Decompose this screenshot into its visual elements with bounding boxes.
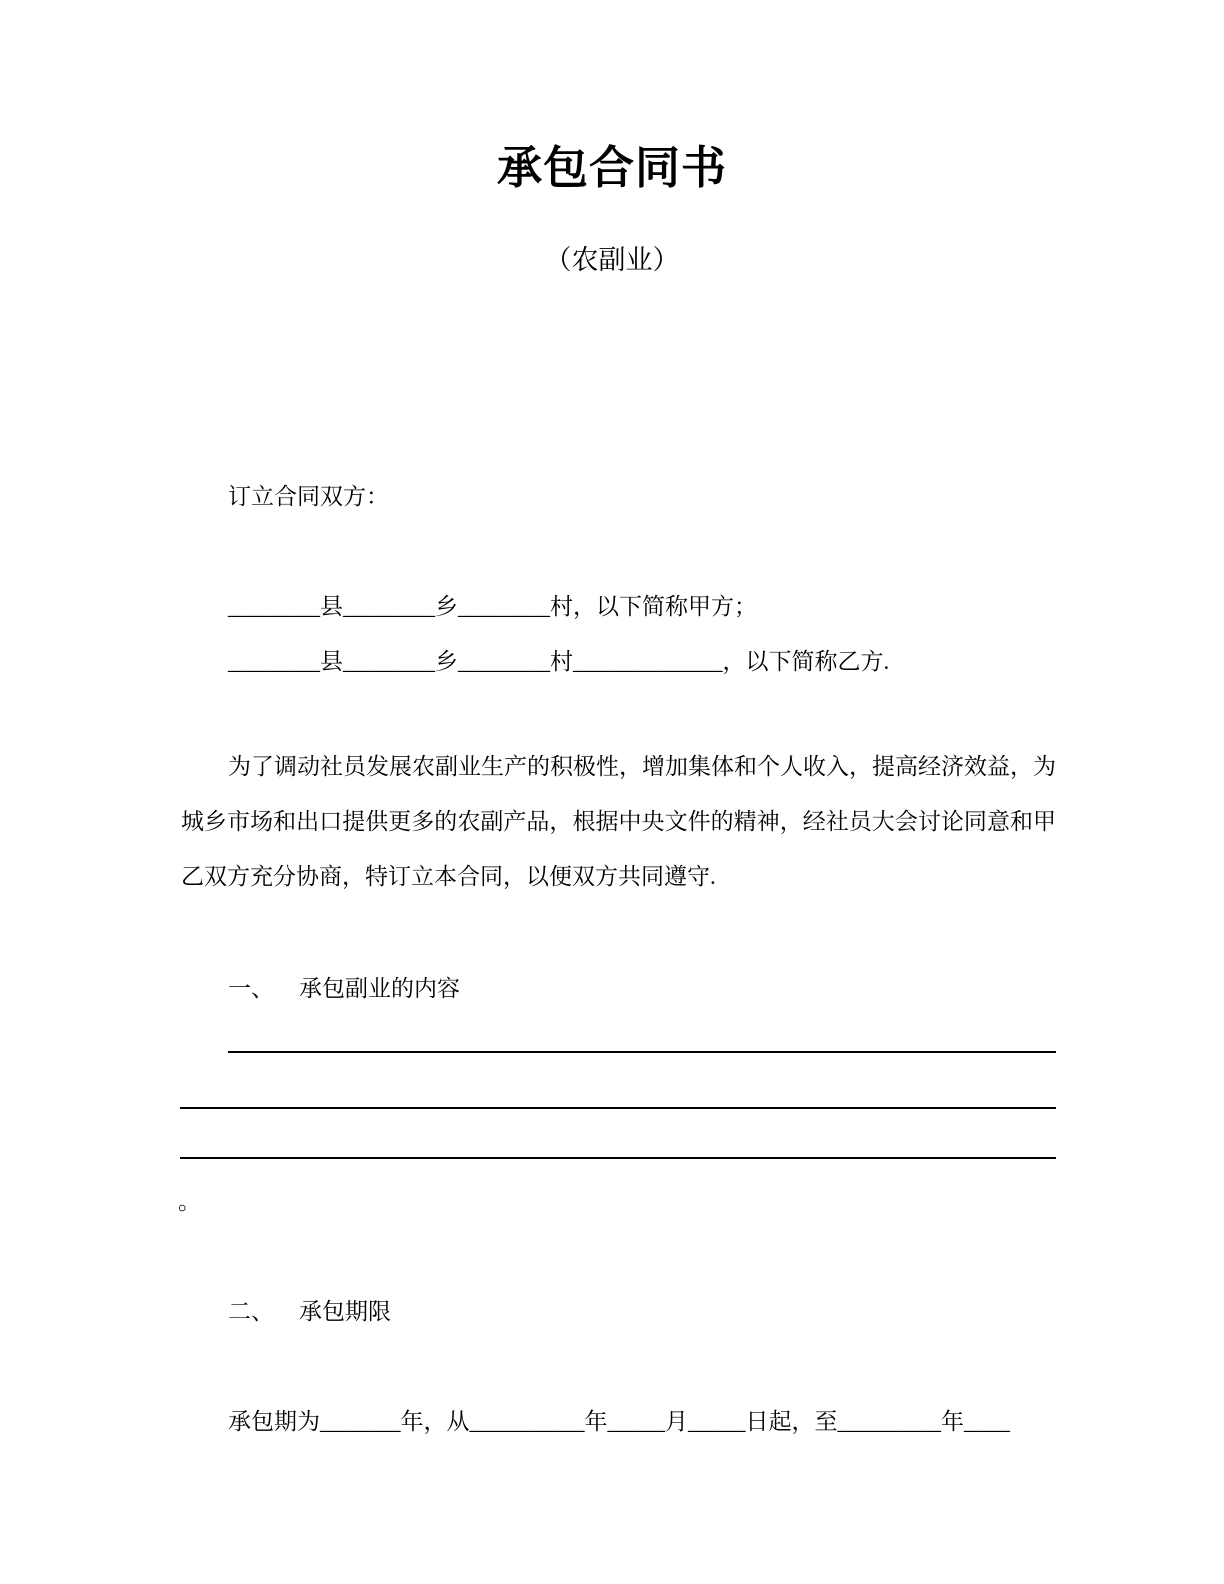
parties-intro-line: 订立合同双方： [228, 484, 389, 509]
section-1-number: 一、 [228, 976, 274, 1001]
section-2-number: 二、 [228, 1299, 274, 1324]
section-1-title: 承包副业的内容 [299, 976, 460, 1001]
section-2-heading [228, 1284, 391, 1339]
section-1-heading [228, 961, 460, 1016]
blank-rule-line-1 [228, 1051, 1056, 1053]
document-subtitle: （农副业） [544, 245, 680, 275]
blank-rule-line-2 [180, 1107, 1056, 1109]
trailing-period-mark: 。 [178, 1189, 201, 1214]
preamble-paragraph: 为了调动社员发展农副业生产的积极性，增加集体和个人收入，提高经济效益，为城乡市场和出口提供更多的农副产品，根据中央文件的精神，经社员大会讨论同意和甲乙双方充分协商，特订立本合同，以便双方共同遵守. [181, 754, 1056, 889]
document-title: 承包合同书 [496, 142, 727, 193]
blank-rule-line-3 [180, 1157, 1056, 1159]
party-a-blank-line: ________县________乡________村，以下简称甲方； [228, 594, 757, 619]
section-2-title: 承包期限 [299, 1299, 391, 1324]
contract-term-blank-line: 承包期为_______年，从__________年_____月_____日起，至_________年____ [228, 1409, 1010, 1434]
party-b-blank-line: ________县________乡________村_____________，以下简称乙方. [228, 649, 890, 674]
